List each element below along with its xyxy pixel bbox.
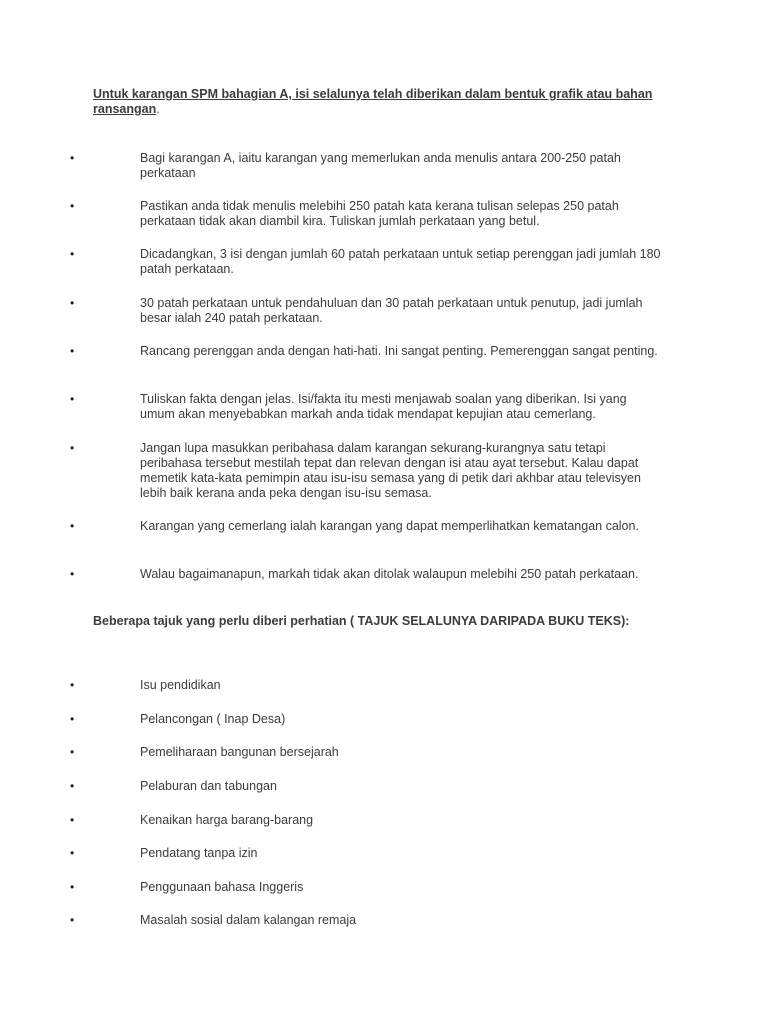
guideline-text: Dicadangkan, 3 isi dengan jumlah 60 patah perkataan untuk setiap perenggan jadi jumlah 180 patah perkataan.: [140, 247, 661, 276]
bullet-icon: •: [70, 392, 75, 406]
intro-underlined-text: Untuk karangan SPM bahagian A, isi selalunya telah diberikan dalam bentuk grafik atau bahan ransangan: [93, 87, 653, 116]
guideline-item: [93, 199, 663, 229]
guideline-item: [93, 392, 663, 422]
bullet-icon: •: [70, 745, 75, 759]
bullet-icon: •: [70, 151, 75, 165]
intro-period: .: [156, 102, 160, 116]
topic-item: Pelancongan ( Inap Desa): [140, 712, 286, 726]
topic-item: Pelaburan dan tabungan: [140, 779, 277, 793]
bullet-icon: •: [70, 846, 75, 860]
bullet-icon: •: [70, 441, 75, 455]
guideline-text: Tuliskan fakta dengan jelas. Isi/fakta itu mesti menjawab soalan yang diberikan. Isi yang umum akan menyebabkan markah anda tidak mendapat kepujian atau cemerlang.: [140, 392, 627, 421]
intro-paragraph: [93, 87, 673, 117]
guideline-text: Walau bagaimanapun, markah tidak akan ditolak walaupun melebihi 250 patah perkataan.: [140, 567, 639, 581]
bullet-icon: •: [70, 913, 75, 927]
topic-item: Pendatang tanpa izin: [140, 846, 258, 860]
bullet-icon: •: [70, 678, 75, 692]
bullet-icon: •: [70, 247, 75, 261]
guideline-text: Jangan lupa masukkan peribahasa dalam karangan sekurang-kurangnya satu tetapi peribahasa tersebut mestilah tepat dan relevan dengan isi atau ayat tersebut. Kalau dapat memetik kata-kata pemimpin atau isu-isu semasa yang di petik dari akhbar atau televisyen lebih baik kerana anda peka dengan isu-isu semasa.: [140, 441, 641, 500]
guideline-text: 30 patah perkataan untuk pendahuluan dan 30 patah perkataan untuk penutup, jadi jumlah besar ialah 240 patah perkataan.: [140, 296, 643, 325]
topic-item: Isu pendidikan: [140, 678, 221, 692]
topic-item: Penggunaan bahasa Inggeris: [140, 880, 304, 894]
guideline-item: [93, 247, 663, 277]
topics-heading: Beberapa tajuk yang perlu diberi perhatian ( TAJUK SELALUNYA DARIPADA BUKU TEKS):: [93, 614, 630, 628]
topic-item: Pemeliharaan bangunan bersejarah: [140, 745, 339, 759]
guideline-item: [93, 296, 663, 326]
guideline-item: [93, 519, 663, 534]
bullet-icon: •: [70, 712, 75, 726]
bullet-icon: •: [70, 813, 75, 827]
bullet-icon: •: [70, 779, 75, 793]
guideline-item: [93, 344, 663, 359]
guideline-item: [93, 441, 663, 501]
bullet-icon: •: [70, 880, 75, 894]
guideline-text: Pastikan anda tidak menulis melebihi 250 patah kata kerana tulisan selepas 250 patah perkataan tidak akan diambil kira. Tuliskan jumlah perkataan yang betul.: [140, 199, 619, 228]
bullet-icon: •: [70, 344, 75, 358]
guideline-text: Bagi karangan A, iaitu karangan yang memerlukan anda menulis antara 200-250 patah perkataan: [140, 151, 621, 180]
bullet-icon: •: [70, 519, 75, 533]
guideline-item: [93, 567, 663, 582]
topic-item: Masalah sosial dalam kalangan remaja: [140, 913, 357, 927]
guideline-text: Karangan yang cemerlang ialah karangan yang dapat memperlihatkan kematangan calon.: [140, 519, 639, 533]
guideline-text: Rancang perenggan anda dengan hati-hati. Ini sangat penting. Pemerenggan sangat penting.: [140, 344, 658, 358]
bullet-icon: •: [70, 199, 75, 213]
bullet-icon: •: [70, 567, 75, 581]
topic-item: Kenaikan harga barang-barang: [140, 813, 314, 827]
bullet-icon: •: [70, 296, 75, 310]
guideline-item: [93, 151, 663, 181]
